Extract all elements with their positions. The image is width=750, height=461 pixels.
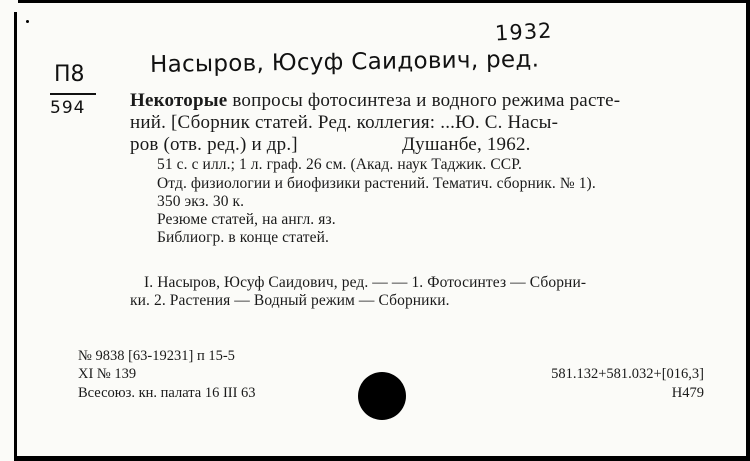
title-line-1-rest: вопросы фотосинтеза и водного режима расте- bbox=[227, 90, 621, 111]
title-first-word: Некоторые bbox=[130, 90, 228, 111]
footer-registration-number: № 9838 [63-19231] п 15-5 bbox=[78, 348, 235, 364]
footer-author-mark: H479 bbox=[671, 385, 704, 401]
card-border-left bbox=[14, 12, 17, 461]
footer-udc-classification: 581.132+581.032+[016,3] bbox=[551, 366, 704, 382]
shelf-mark-top: П8 bbox=[54, 62, 85, 87]
handwritten-year: 1932 bbox=[494, 18, 554, 46]
description-line-3: 350 экз. 30 к. bbox=[157, 193, 245, 210]
footer-series-number: XI № 139 bbox=[78, 366, 137, 382]
description-line-2: Отд. физиологии и биофизики растений. Тематич. сборник. № 1). bbox=[157, 175, 596, 192]
title-line-2: ний. [Сборник статей. Ред. коллегия: ...Ю. С. Насы- bbox=[130, 112, 559, 133]
card-border-top bbox=[18, 0, 750, 3]
title-line-1 bbox=[130, 90, 620, 112]
ink-speck bbox=[26, 20, 29, 23]
card-border-right bbox=[746, 0, 750, 461]
description-line-5: Библиогр. в конце статей. bbox=[157, 229, 330, 246]
shelf-mark-divider bbox=[50, 93, 96, 95]
description-line-1: 51 с. с илл.; 1 л. граф. 26 см. (Акад. наук Таджик. ССР. bbox=[157, 156, 522, 173]
description-line-4: Резюме статей, на англ. яз. bbox=[157, 211, 336, 228]
handwritten-author-heading: Насыров, Юсуф Саидович, ред. bbox=[149, 46, 540, 78]
footer-chamber-date: Всесоюз. кн. палата 16 III 63 bbox=[78, 385, 256, 401]
shelf-mark-bottom: 594 bbox=[50, 98, 86, 118]
card-border-bottom bbox=[14, 456, 750, 461]
tracings-line-2: ки. 2. Растения — Водный режим — Сборники. bbox=[130, 292, 450, 309]
tracings-line-1: I. Насыров, Юсуф Саидович, ред. — — 1. Фотосинтез — Сборни- bbox=[144, 274, 587, 291]
title-line-3-part-a: ров (отв. ред.) и др.] bbox=[130, 134, 298, 155]
punch-hole bbox=[358, 372, 406, 420]
title-line-3-part-b: Душанбе, 1962. bbox=[402, 134, 531, 155]
